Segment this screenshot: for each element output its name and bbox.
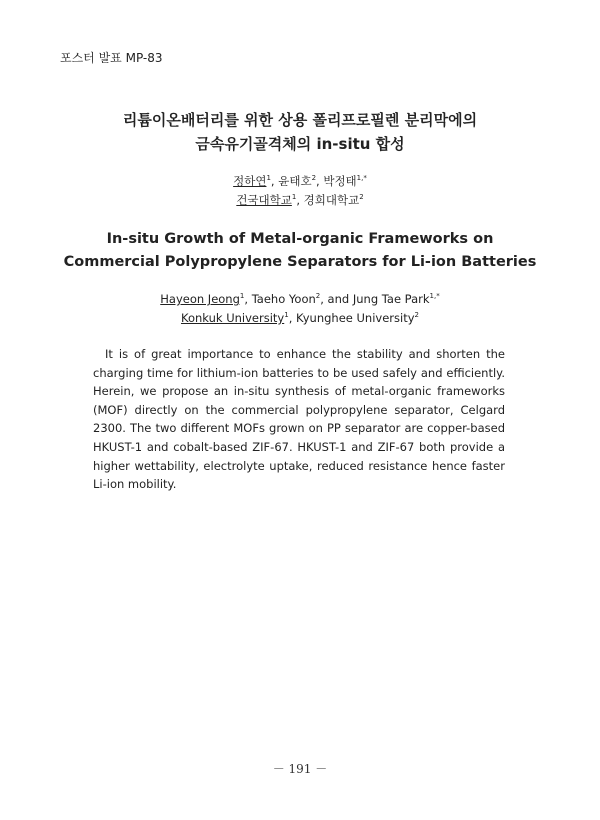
author-name: 정하연 bbox=[233, 174, 267, 188]
separator: , bbox=[296, 193, 304, 207]
affiliation-mark: 1 bbox=[239, 292, 245, 301]
affiliation-name: 건국대학교 bbox=[236, 193, 292, 207]
korean-title-line-2: 금속유기골격체의 in-situ 합성 bbox=[195, 135, 405, 153]
english-authors bbox=[0, 292, 600, 306]
abstract-paragraph: It is of great importance to enhance the stability and shorten the charging time for lithium-ion batteries to be used safely and efficiently. Herein, we propose an in-situ synthesis of metal-organic frameworks (MOF) directly on the commercial polypropylene separator, Celgard 2300. The two different MOFs grown on PP separator are copper-based HKUST-1 and cobalt-based ZIF-67. HKUST-1 and ZIF-67 both provide a higher wettability, electrolyte uptake, reduced resistance hence faster Li-ion mobility. bbox=[93, 347, 505, 492]
separator: , bbox=[244, 292, 252, 306]
affiliation-mark: 2 bbox=[359, 193, 364, 202]
affiliation-mark: 1,* bbox=[356, 174, 367, 183]
separator: , and bbox=[320, 292, 353, 306]
affiliation-name: 경희대학교 bbox=[303, 193, 360, 207]
affiliation-name: Kyunghee University bbox=[296, 311, 415, 325]
korean-affiliations bbox=[0, 192, 600, 208]
author-name: Hayeon Jeong bbox=[160, 292, 240, 306]
separator: , bbox=[270, 174, 279, 188]
author-name: 윤태호 bbox=[278, 174, 312, 188]
english-title-line-2: Commercial Polypropylene Separators for Li-ion Batteries bbox=[63, 254, 537, 270]
author-name: Taeho Yoon bbox=[251, 292, 316, 306]
separator: , bbox=[316, 174, 324, 188]
author-name: 박정태 bbox=[323, 174, 357, 188]
korean-authors bbox=[0, 173, 600, 189]
session-label: 포스터 발표 MP-83 bbox=[60, 51, 163, 65]
affiliation-name: Konkuk University bbox=[181, 311, 285, 325]
affiliation-mark: 2 bbox=[311, 174, 317, 183]
affiliation-mark: 2 bbox=[315, 292, 321, 301]
author-name: Jung Tae Park bbox=[352, 292, 430, 306]
affiliation-mark: 1,* bbox=[429, 292, 440, 301]
english-affiliations bbox=[0, 311, 600, 325]
english-title-line-1: In-situ Growth of Metal-organic Frameworks on bbox=[106, 231, 494, 247]
page-number: － 191 － bbox=[272, 762, 328, 776]
affiliation-mark: 2 bbox=[414, 311, 419, 320]
abstract bbox=[93, 345, 505, 494]
affiliation-mark: 1 bbox=[266, 174, 271, 183]
separator: , bbox=[288, 311, 297, 325]
korean-title-line-1: 리튬이온배터리를 위한 상용 폴리프로필렌 분리막에의 bbox=[122, 111, 478, 129]
affiliation-mark: 1 bbox=[284, 311, 289, 320]
affiliation-mark: 1 bbox=[291, 193, 297, 202]
